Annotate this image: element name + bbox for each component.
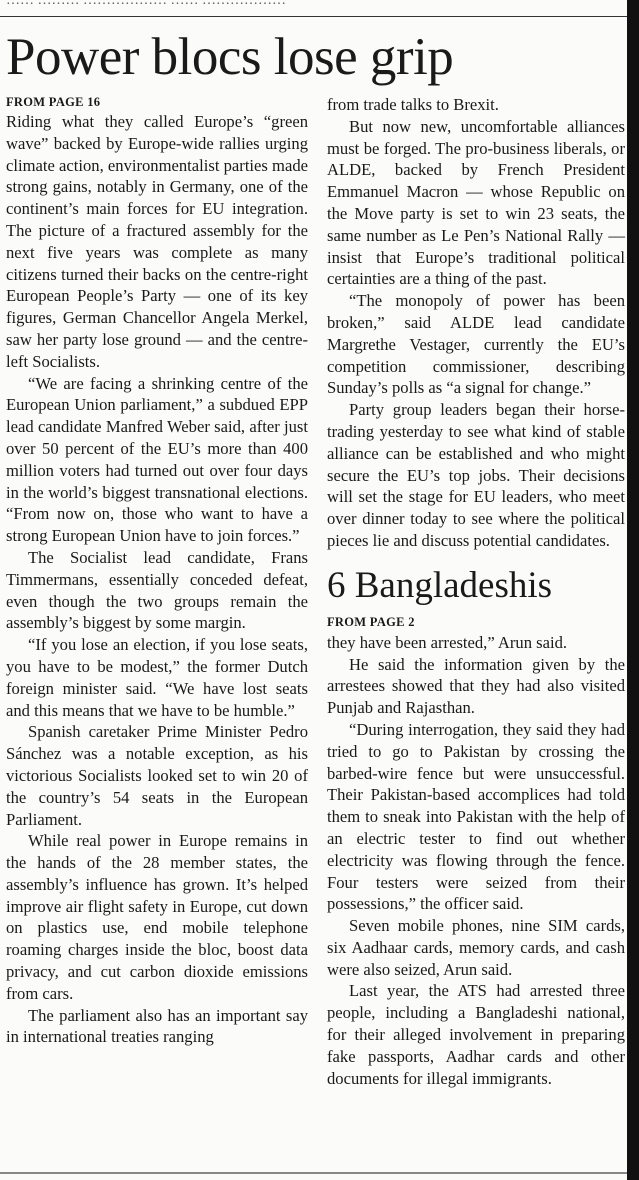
cut-off-header-text: …… ……… ……………… …… ……………… [6, 0, 286, 8]
story2-paragraph: He said the information given by the arrestees showed that they had also visited Punjab and Rajasthan. [327, 654, 625, 718]
headline-bangladeshis: 6 Bangladeshis [327, 564, 553, 606]
story1-paragraph: “If you lose an election, if you lose seats, you have to be modest,” the former Dutch foreign minister said. “We have lost seats and this means that we have to be humble.” [6, 635, 308, 720]
story1-paragraph: The parliament also has an important say in international treaties ranging [6, 1005, 308, 1047]
story1-paragraph: The Socialist lead candidate, Frans Timmermans, essentially conceded defeat, even though the two groups remain the assembly’s biggest by some margin. [6, 547, 308, 633]
story2-paragraph: Seven mobile phones, nine SIM cards, six Aadhaar cards, memory cards, and cash were also seized, Arun said. [327, 916, 625, 979]
story1-paragraph: Party group leaders began their horse-trading yesterday to see what kind of stable alliance can be established and who might secure the EU’s top jobs. Their decisions will set the stage for EU leaders, who meet over dinner today to see where the political pieces lie and discuss potential candidates. [327, 400, 625, 550]
top-rule [0, 16, 627, 17]
column-2 [327, 94, 625, 1089]
story1-paragraph: “We are facing a shrinking centre of the European Union parliament,” a subdued EPP lead candidate Manfred Weber said, after just over 50 percent of the EU’s more than 400 million voters had turned out over four days in the world’s biggest transnational elections. “From now on, those who want to have a strong European Union have to join forces.” [6, 373, 308, 546]
story1-paragraph: But now new, uncomfortable alliances must be forged. The pro-business liberals, or ALDE, backed by French President Emmanuel Macron — whose Republic on the Move party is set to win 23 seats, the same number as Le Pen’s National Rally — insist that Europe’s traditional political certainties are a thing of the past. [327, 116, 625, 289]
story1-paragraph: Riding what they called Europe’s “green wave” backed by Europe-wide rallies urging climate action, environmentalist parties made strong gains, notably in Germany, one of the continent’s main forces for EU integration. The picture of a fractured assembly for the next five years was complete as many citizens turned their backs on the centre-right European People’s Party — one of its key figures, German Chancellor Angela Merkel, saw her party lose ground — and the centre-left Socialists. [6, 112, 308, 371]
story1-paragraph: “The monopoly of power has been broken,” said ALDE lead candidate Margrethe Vestager, currently the EU’s competition commissioner, describing Sunday’s polls as “a signal for change.” [327, 291, 625, 398]
story1-paragraph: Spanish caretaker Prime Minister Pedro Sánchez was a notable exception, as his victorious Socialists looked set to win 20 of the country’s 54 seats in the European Parliament. [6, 722, 308, 829]
story1-paragraph: While real power in Europe remains in the hands of the 28 member states, the assembly’s influence has grown. It’s helped improve air flight safety in Europe, cut down on plastics use, end mobile telephone roaming charges inside the bloc, boost data privacy, and cut carbon dioxide emissions from cars. [6, 831, 308, 1003]
story2-paragraph: they have been arrested,” Arun said. [327, 632, 568, 652]
story1-paragraph: from trade talks to Brexit. [327, 95, 499, 114]
story1-kicker: FROM PAGE 16 [6, 95, 101, 109]
story2-kicker: FROM PAGE 2 [327, 614, 415, 629]
story2-paragraph: Last year, the ATS had arrested three people, including a Bangladeshi national, for their alleged involvement in preparing fake passports, Aadhar cards and other documents for illegal immigrants. [327, 981, 625, 1088]
story1-column-1 [6, 94, 308, 1048]
story2-paragraph: “During interrogation, they said they had tried to go to Pakistan by crossing the barbed-wire fence but were unsuccessful. Their Pakistan-based accomplices had told them to sneak into Pakistan with the help of an electric tester to find out whether electricity was flowing through the fence. Four testers were seized from their possessions,” the officer said. [327, 719, 625, 914]
page-edge-shadow [627, 0, 639, 1180]
bottom-rule [0, 1172, 627, 1174]
headline-power-blocs: Power blocs lose grip [6, 28, 454, 86]
